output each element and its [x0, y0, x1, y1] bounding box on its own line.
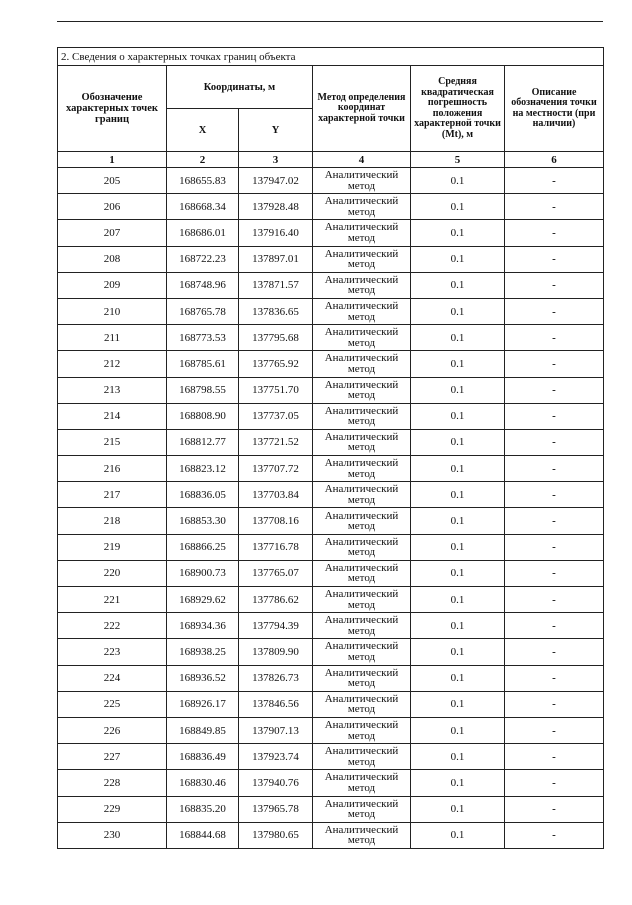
method-cell: Аналитический метод	[313, 456, 411, 482]
y-coordinate-cell: 137809.90	[239, 639, 313, 665]
method-cell: Аналитический метод	[313, 691, 411, 717]
header-x: X	[167, 109, 239, 152]
table-row	[58, 691, 604, 717]
x-coordinate-cell: 168668.34	[167, 194, 239, 220]
mean-error-cell: 0.1	[411, 691, 505, 717]
x-coordinate-cell: 168844.68	[167, 822, 239, 848]
table-row	[58, 744, 604, 770]
x-coordinate-cell: 168823.12	[167, 456, 239, 482]
description-cell: -	[505, 403, 604, 429]
x-coordinate-cell: 168830.46	[167, 770, 239, 796]
table-row	[58, 822, 604, 848]
x-coordinate-cell: 168836.05	[167, 482, 239, 508]
point-id-cell: 216	[58, 456, 167, 482]
y-coordinate-cell: 137923.74	[239, 744, 313, 770]
column-number: 3	[239, 152, 313, 168]
method-cell: Аналитический метод	[313, 665, 411, 691]
header-method: Метод определения координат характерной точки	[313, 66, 411, 152]
table-row	[58, 587, 604, 613]
header-point-id: Обозначение характерных точек границ	[58, 66, 167, 152]
method-cell: Аналитический метод	[313, 168, 411, 194]
y-coordinate-cell: 137907.13	[239, 717, 313, 743]
description-cell: -	[505, 560, 604, 586]
point-id-cell: 219	[58, 534, 167, 560]
y-coordinate-cell: 137916.40	[239, 220, 313, 246]
x-coordinate-cell: 168936.52	[167, 665, 239, 691]
column-number: 2	[167, 152, 239, 168]
method-cell: Аналитический метод	[313, 246, 411, 272]
point-id-cell: 226	[58, 717, 167, 743]
method-cell: Аналитический метод	[313, 377, 411, 403]
mean-error-cell: 0.1	[411, 665, 505, 691]
description-cell: -	[505, 508, 604, 534]
method-cell: Аналитический метод	[313, 298, 411, 324]
method-cell: Аналитический метод	[313, 639, 411, 665]
table-row	[58, 534, 604, 560]
method-cell: Аналитический метод	[313, 508, 411, 534]
mean-error-cell: 0.1	[411, 744, 505, 770]
point-id-cell: 205	[58, 168, 167, 194]
x-coordinate-cell: 168765.78	[167, 298, 239, 324]
table-row	[58, 508, 604, 534]
mean-error-cell: 0.1	[411, 639, 505, 665]
x-coordinate-cell: 168836.49	[167, 744, 239, 770]
table-caption: 2. Сведения о характерных точках границ объекта	[58, 48, 604, 66]
point-id-cell: 211	[58, 325, 167, 351]
mean-error-cell: 0.1	[411, 717, 505, 743]
table-row	[58, 665, 604, 691]
y-coordinate-cell: 137707.72	[239, 456, 313, 482]
point-id-cell: 215	[58, 429, 167, 455]
method-cell: Аналитический метод	[313, 272, 411, 298]
description-cell: -	[505, 272, 604, 298]
method-cell: Аналитический метод	[313, 770, 411, 796]
mean-error-cell: 0.1	[411, 325, 505, 351]
header-y: Y	[239, 109, 313, 152]
description-cell: -	[505, 429, 604, 455]
point-id-cell: 208	[58, 246, 167, 272]
description-cell: -	[505, 298, 604, 324]
point-id-cell: 212	[58, 351, 167, 377]
x-coordinate-cell: 168835.20	[167, 796, 239, 822]
method-cell: Аналитический метод	[313, 613, 411, 639]
table-row	[58, 560, 604, 586]
method-cell: Аналитический метод	[313, 325, 411, 351]
mean-error-cell: 0.1	[411, 220, 505, 246]
description-cell: -	[505, 220, 604, 246]
mean-error-cell: 0.1	[411, 351, 505, 377]
x-coordinate-cell: 168849.85	[167, 717, 239, 743]
table-row	[58, 613, 604, 639]
description-cell: -	[505, 665, 604, 691]
method-cell: Аналитический метод	[313, 560, 411, 586]
caption-row	[58, 48, 604, 66]
method-cell: Аналитический метод	[313, 796, 411, 822]
table-row	[58, 220, 604, 246]
y-coordinate-cell: 137751.70	[239, 377, 313, 403]
x-coordinate-cell: 168785.61	[167, 351, 239, 377]
x-coordinate-cell: 168655.83	[167, 168, 239, 194]
mean-error-cell: 0.1	[411, 377, 505, 403]
point-id-cell: 221	[58, 587, 167, 613]
mean-error-cell: 0.1	[411, 560, 505, 586]
point-id-cell: 214	[58, 403, 167, 429]
x-coordinate-cell: 168934.36	[167, 613, 239, 639]
point-id-cell: 218	[58, 508, 167, 534]
description-cell: -	[505, 351, 604, 377]
y-coordinate-cell: 137846.56	[239, 691, 313, 717]
method-cell: Аналитический метод	[313, 717, 411, 743]
y-coordinate-cell: 137703.84	[239, 482, 313, 508]
mean-error-cell: 0.1	[411, 508, 505, 534]
point-id-cell: 229	[58, 796, 167, 822]
mean-error-cell: 0.1	[411, 429, 505, 455]
description-cell: -	[505, 744, 604, 770]
x-coordinate-cell: 168929.62	[167, 587, 239, 613]
mean-error-cell: 0.1	[411, 456, 505, 482]
description-cell: -	[505, 482, 604, 508]
y-coordinate-cell: 137928.48	[239, 194, 313, 220]
table-row	[58, 168, 604, 194]
y-coordinate-cell: 137765.92	[239, 351, 313, 377]
mean-error-cell: 0.1	[411, 246, 505, 272]
x-coordinate-cell: 168798.55	[167, 377, 239, 403]
x-coordinate-cell: 168900.73	[167, 560, 239, 586]
mean-error-cell: 0.1	[411, 534, 505, 560]
x-coordinate-cell: 168866.25	[167, 534, 239, 560]
point-id-cell: 217	[58, 482, 167, 508]
column-numbers-row	[58, 152, 604, 168]
method-cell: Аналитический метод	[313, 403, 411, 429]
point-id-cell: 209	[58, 272, 167, 298]
table-row	[58, 298, 604, 324]
table-row	[58, 796, 604, 822]
description-cell: -	[505, 796, 604, 822]
description-cell: -	[505, 717, 604, 743]
table-row	[58, 325, 604, 351]
y-coordinate-cell: 137836.65	[239, 298, 313, 324]
method-cell: Аналитический метод	[313, 482, 411, 508]
description-cell: -	[505, 194, 604, 220]
y-coordinate-cell: 137786.62	[239, 587, 313, 613]
y-coordinate-cell: 137826.73	[239, 665, 313, 691]
x-coordinate-cell: 168853.30	[167, 508, 239, 534]
description-cell: -	[505, 377, 604, 403]
point-id-cell: 206	[58, 194, 167, 220]
description-cell: -	[505, 613, 604, 639]
mean-error-cell: 0.1	[411, 298, 505, 324]
description-cell: -	[505, 587, 604, 613]
table-row	[58, 377, 604, 403]
point-id-cell: 230	[58, 822, 167, 848]
method-cell: Аналитический метод	[313, 220, 411, 246]
description-cell: -	[505, 456, 604, 482]
y-coordinate-cell: 137737.05	[239, 403, 313, 429]
x-coordinate-cell: 168808.90	[167, 403, 239, 429]
mean-error-cell: 0.1	[411, 272, 505, 298]
description-cell: -	[505, 639, 604, 665]
y-coordinate-cell: 137965.78	[239, 796, 313, 822]
top-rule	[57, 21, 603, 22]
y-coordinate-cell: 137794.39	[239, 613, 313, 639]
point-id-cell: 225	[58, 691, 167, 717]
mean-error-cell: 0.1	[411, 587, 505, 613]
table-row	[58, 456, 604, 482]
table-row	[58, 482, 604, 508]
mean-error-cell: 0.1	[411, 482, 505, 508]
characteristic-points-table	[57, 47, 604, 849]
description-cell: -	[505, 822, 604, 848]
point-id-cell: 227	[58, 744, 167, 770]
method-cell: Аналитический метод	[313, 744, 411, 770]
point-id-cell: 213	[58, 377, 167, 403]
method-cell: Аналитический метод	[313, 429, 411, 455]
table-row	[58, 351, 604, 377]
x-coordinate-cell: 168773.53	[167, 325, 239, 351]
point-id-cell: 222	[58, 613, 167, 639]
method-cell: Аналитический метод	[313, 194, 411, 220]
x-coordinate-cell: 168722.23	[167, 246, 239, 272]
method-cell: Аналитический метод	[313, 587, 411, 613]
description-cell: -	[505, 246, 604, 272]
x-coordinate-cell: 168686.01	[167, 220, 239, 246]
table-row	[58, 717, 604, 743]
y-coordinate-cell: 137947.02	[239, 168, 313, 194]
y-coordinate-cell: 137708.16	[239, 508, 313, 534]
header-coordinates: Координаты, м	[167, 66, 313, 109]
point-id-cell: 220	[58, 560, 167, 586]
table-row	[58, 194, 604, 220]
table-row	[58, 246, 604, 272]
point-id-cell: 224	[58, 665, 167, 691]
table-row	[58, 770, 604, 796]
x-coordinate-cell: 168938.25	[167, 639, 239, 665]
y-coordinate-cell: 137795.68	[239, 325, 313, 351]
column-number: 5	[411, 152, 505, 168]
column-number: 4	[313, 152, 411, 168]
table-row	[58, 429, 604, 455]
header-description: Описание обозначения точки на местности (при наличии)	[505, 66, 604, 152]
x-coordinate-cell: 168812.77	[167, 429, 239, 455]
y-coordinate-cell: 137940.76	[239, 770, 313, 796]
header-row-1	[58, 66, 604, 109]
y-coordinate-cell: 137765.07	[239, 560, 313, 586]
header-mean-error: Средняя квадратическая погрешность положения характерной точки (Mt), м	[411, 66, 505, 152]
point-id-cell: 223	[58, 639, 167, 665]
table-row	[58, 272, 604, 298]
description-cell: -	[505, 168, 604, 194]
description-cell: -	[505, 534, 604, 560]
mean-error-cell: 0.1	[411, 168, 505, 194]
point-id-cell: 210	[58, 298, 167, 324]
mean-error-cell: 0.1	[411, 194, 505, 220]
method-cell: Аналитический метод	[313, 351, 411, 377]
mean-error-cell: 0.1	[411, 770, 505, 796]
y-coordinate-cell: 137897.01	[239, 246, 313, 272]
mean-error-cell: 0.1	[411, 403, 505, 429]
point-id-cell: 207	[58, 220, 167, 246]
y-coordinate-cell: 137716.78	[239, 534, 313, 560]
description-cell: -	[505, 770, 604, 796]
description-cell: -	[505, 691, 604, 717]
table-row	[58, 403, 604, 429]
column-number: 6	[505, 152, 604, 168]
x-coordinate-cell: 168926.17	[167, 691, 239, 717]
description-cell: -	[505, 325, 604, 351]
y-coordinate-cell: 137980.65	[239, 822, 313, 848]
method-cell: Аналитический метод	[313, 822, 411, 848]
y-coordinate-cell: 137871.57	[239, 272, 313, 298]
point-id-cell: 228	[58, 770, 167, 796]
y-coordinate-cell: 137721.52	[239, 429, 313, 455]
column-number: 1	[58, 152, 167, 168]
method-cell: Аналитический метод	[313, 534, 411, 560]
mean-error-cell: 0.1	[411, 613, 505, 639]
mean-error-cell: 0.1	[411, 796, 505, 822]
x-coordinate-cell: 168748.96	[167, 272, 239, 298]
table-row	[58, 639, 604, 665]
mean-error-cell: 0.1	[411, 822, 505, 848]
